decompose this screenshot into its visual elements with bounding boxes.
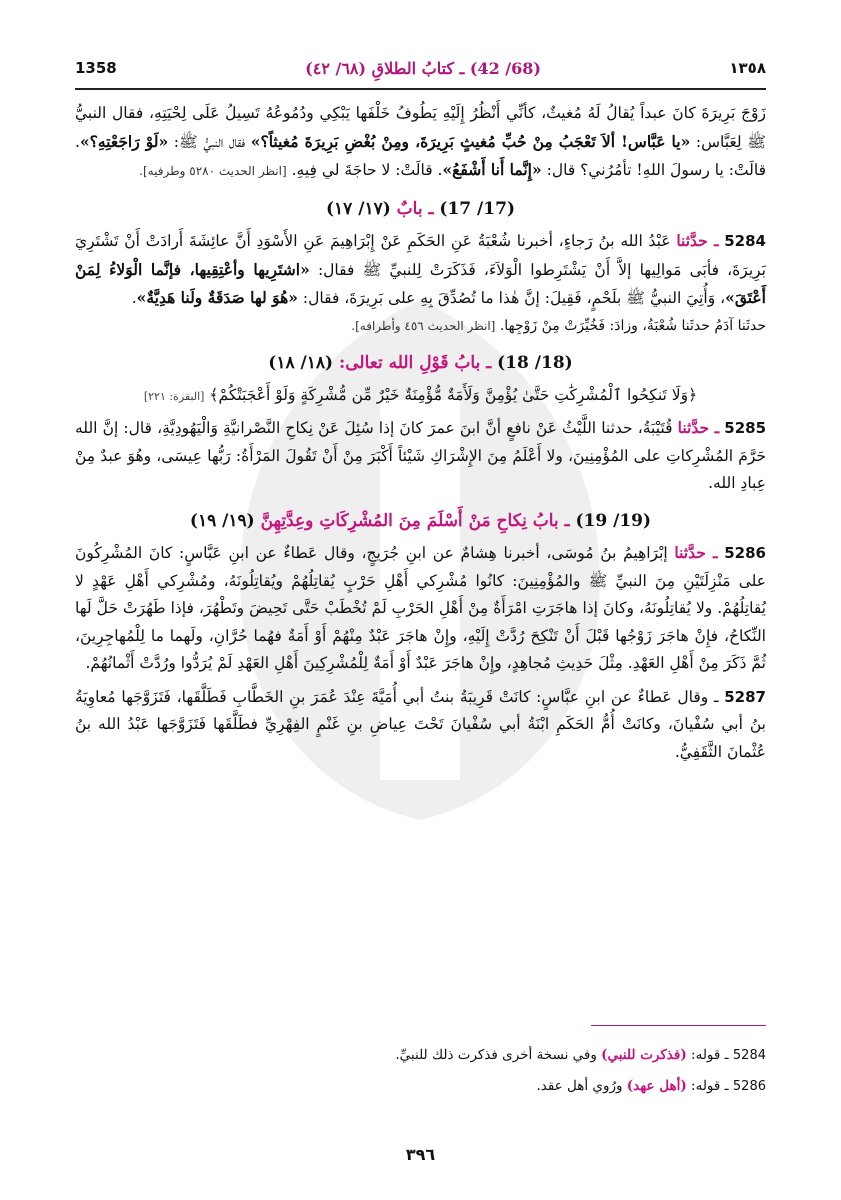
haddathana-label: ـ حدَّثنا <box>674 543 718 562</box>
hadith-number: 5287 <box>724 687 766 706</box>
book-title <box>305 59 541 78</box>
chapter-18-number-left: (18/ 18) <box>497 353 573 373</box>
addendum-reference: [انظر الحديث ٤٥٦ وأطرافه]. <box>351 318 496 333</box>
book-title-suffix: (٦٨/ ٤٢) <box>305 58 367 78</box>
hadith-text: . <box>131 289 137 307</box>
footnote-highlight: (أهل عهد) <box>626 1078 687 1094</box>
intro-line-3c: . قالَتْ: لا حاجَةَ <box>344 161 443 179</box>
verse-text: ﴿وَلَا تَنكِحُوا ٱلْمُشْرِكَٰتِ حَتَّىٰ يُؤْمِنَّ وَلَأَمَةٌ مُّؤْمِنَةٌ خَيْرٌ مِّن مُّشْرِكَةٍ وَلَوْ أَعْجَبَتْكُمْ﴾ <box>209 385 698 404</box>
hadith-quote: «اشتَرِيها وأعْتِقِيها، فإنَّما الْوَلاءُ لِمَنْ أَعْتَقَ» <box>75 259 766 307</box>
footnote-number: 5284 <box>732 1048 766 1063</box>
hadith-number: 5286 <box>724 544 766 562</box>
hadith-5287 <box>75 684 766 767</box>
chapter-heading-19 <box>75 508 766 536</box>
chapter-19-label: ـ بابُ نِكاحِ مَنْ أَسْلَمَ مِنَ المُشْرِكَاتِ وعِدَّتِهِنَّ <box>260 510 570 531</box>
footnote-lead: ـ قوله: <box>691 1047 729 1063</box>
footnote-lead: ـ قوله: <box>691 1078 729 1094</box>
hadith-text: ـ وقال عَطاءٌ عن ابنِ عبَّاسٍ: كانَتْ قَرِيبَةُ بنتُ أبي أُمَيَّةَ عِنْدَ عُمَرَ بنِ الخَطَّابِ فَطَلَّقَها، فَتَزَوَّجَها مُعاوِيَةُ بنُ أبي سُفْيانَ، وكانَتْ أُمُّ الحَكَمِ ابْنَةُ أبي سُفْيانَ تَحْتَ عِياضِ بنِ غَنْمٍ الفِهْرِيِّ فطَلَّقَها فَتَزَوَّجَها عَبْدُ الله بنُ عُثْمانَ الثَّقَفِيُّ. <box>75 687 766 761</box>
footnote-text: وفي نسخة أخرى فذكرت ذلك للنبيِّ. <box>395 1047 597 1063</box>
footnote <box>75 1071 766 1102</box>
addendum-text: حدثَنا آدَمُ حدثَنا شُعْبَةُ، وزادَ: فَخُيِّرَتْ مِنْ زَوْجِها. <box>499 317 766 334</box>
hadith-text: إبْرَاهِيمُ بنُ مُوسَى، أخبرنا هِشامٌ عن ابنِ جُرَيجٍ، وقال عَطاءٌ عن ابنِ عَبَّاسٍ: كانَ المُشْرِكُونَ على مَنْزِلَتَيْنِ مِنَ النبيِّ ﷺ والمُؤْمِنِينَ: كانُوا مُشْرِكي أَهْلِ حَرْبٍ يُقاتِلُهُمْ ويُقاتِلُونَهُ، ومُشْرِكي أَهْلِ عَهْدٍ لا يُقاتِلُهُمْ. ولا يُقاتِلُونَهُ، وكانَ إذا هاجَرَتِ امْرَأَةٌ مِنْ أَهْلِ الحَرْبِ لَمْ تُخْطَبْ حَتَّى تَحِيضَ وتَطْهُرَ، فإذا طَهُرَتْ حَلَّ لَها النِّكاحُ، فإِنْ هاجَرَ زَوْجُها قَبْلَ أَنْ تَنْكِحَ رُدَّتْ إِلَيْهِ، وإِنْ هاجَرَ عَبْدٌ مِنْهُمْ أَوْ أَمَةٌ فهُما حُرَّانِ، ولَهما ما لِلْمُهاجِرِينَ، ثُمَّ ذَكَرَ مِنْ أَهْلِ العَهْدِ. مِثْلَ حَدِيثِ مُجاهِدٍ، وإِنْ هاجَرَ عَبْدٌ أَوْ أَمَةٌ لِلْمُشْرِكِينَ أَهْلِ العَهْدِ لَمْ يُرَدُّوا ورُدَّتْ أَثْمانُهُمْ. <box>75 544 766 672</box>
footnotes <box>75 1040 766 1102</box>
intro-line-3a: النبيُّ ﷺ: <box>173 132 224 151</box>
hadith-5286 <box>75 539 766 678</box>
page-folio: ٣٩٦ <box>405 1145 436 1164</box>
book-title-text: ـ كتابُ الطلاقِ <box>371 58 465 78</box>
chapter-heading-17 <box>75 196 766 224</box>
hadith-5284 <box>75 227 766 313</box>
hadith-number: 5285 <box>724 419 767 437</box>
chapter-17-number-left: (17/ 17) <box>439 198 515 219</box>
hadith-text: قُتَيْبَةُ، حدثنا اللَّيْثُ عَنْ نافعٍ أنَّ ابنَ عمرَ كانَ إذا سُئِلَ عَنْ نِكاحِ النَّصْرانيَّةِ وَالْيَهُودِيَّةِ، قال: إنَّ الله حَرَّمَ المُشْرِكاتِ على المُؤْمِنِينَ، ولا أَعْلَمُ مِنَ الإِشْرَاكِ شَيْئاً أَكْبَرَ مِنْ أَنْ تَقُولَ المَرْأَةُ: رَبُّها عِيسَى، وهُوَ عبدٌ مِنْ عِبادِ الله. <box>75 419 766 492</box>
main-text <box>75 100 766 766</box>
intro-paragraph <box>75 100 766 186</box>
chapter-17-number-right: (١٧/ ١٧) <box>325 198 391 219</box>
page-number-arabic: ١٣٥٨ <box>729 59 766 77</box>
chapter-17-label: ـ بابٌ <box>396 198 434 219</box>
chapter-heading-18 <box>75 350 766 378</box>
footnote-divider <box>591 1025 766 1026</box>
running-header <box>75 48 766 90</box>
intro-line-4: لي فِيهِ. <box>291 161 340 179</box>
footnote <box>75 1040 766 1071</box>
verse-source: [البقرة: ٢٢١] <box>143 389 205 403</box>
hadith-5285 <box>75 414 766 498</box>
chapter-18-number-right: (١٨/ ١٨) <box>268 353 334 373</box>
hadith-text: ، وَأُتِيَ النبيُّ ﷺ بلَحْمٍ، فَقِيلَ: إنَّ هٰذا ما تُصُدِّقَ بِهِ على بَرِيرَةَ، فقال: <box>302 289 726 307</box>
page-number-latin: 1358 <box>75 59 117 77</box>
haddathana-label: ـ حدَّثنا <box>677 418 720 437</box>
intro-line-2a: فقال النبيُّ ﷺ لِعَبَّاس: <box>75 104 766 151</box>
footnote-text: ورُوي أهل عقد. <box>536 1078 623 1094</box>
quran-verse <box>75 382 766 411</box>
chapter-19-number-right: (١٩/ ١٩) <box>189 510 255 531</box>
footnote-number: 5286 <box>732 1079 766 1094</box>
intro-line-1: زَوْجَ بَرِيرَةَ كانَ عبداً يُقالُ لَهُ مُغيثٌ، كأنِّي أَنْظُرُ إِلَيْهِ يَطُوفُ خَلْفَها يَبْكِي ودُمُوعُهُ تَسِيلُ عَلَى لِحْيَتِهِ، <box>149 104 766 122</box>
intro-quote-3: «إِنَّما أَنا أَشْفَعُ» <box>442 160 542 179</box>
chapter-18-label: ـ بابُ قَوْلِ الله تعالى: <box>338 353 492 373</box>
footnote-highlight: (فذكرت للنبي) <box>601 1047 687 1063</box>
intro-quote-1: «يا عَبَّاس! ألاَ تَعْجَبُ مِنْ حُبِّ مُغيثٍ بَرِيرَةَ، ومِنْ بُغْضِ بَرِيرَةَ مُغيثاً؟» <box>250 131 691 151</box>
hadith-5284-addendum <box>75 313 766 341</box>
intro-line-2b: فقال <box>228 132 246 151</box>
haddathana-label: ـ حدَّثنا <box>676 231 719 250</box>
intro-quote-2: «لَوْ رَاجَعْتِهِ؟» <box>79 131 169 151</box>
hadith-text: عَبْدُ الله بنُ رَجاءٍ، أخبرنا شُعْبَةُ عَنِ الحَكَمِ عَنْ إِبْرَاهِيمَ عَنِ الأَسْوَدِ أَنَّ عائِشَةَ أَرادَتْ أَنْ تَشْتَرِيَ بَرِيرَةَ، فأبَى مَوالِيها إلاَّ أَنْ يَشْتَرِطوا الْوَلاَءَ، فَذَكَرَتْ لِلنبيِّ ﷺ فقال: <box>75 232 766 279</box>
hadith-quote: «هُوَ لها صَدَقَةٌ ولَنا هَدِيَّةٌ» <box>136 288 298 307</box>
chapter-19-number-left: (19/ 19) <box>575 510 652 531</box>
hadith-number: 5284 <box>724 232 766 250</box>
book-title-prefix: (68/ 42) <box>469 58 541 78</box>
intro-reference: [انظر الحديث ٥٢٨٠ وطرفيه]. <box>139 164 287 178</box>
intro-line-3b: . قالَتْ: يا رسولَ اللهِ! تأمُرُني؟ قال: <box>75 132 766 179</box>
